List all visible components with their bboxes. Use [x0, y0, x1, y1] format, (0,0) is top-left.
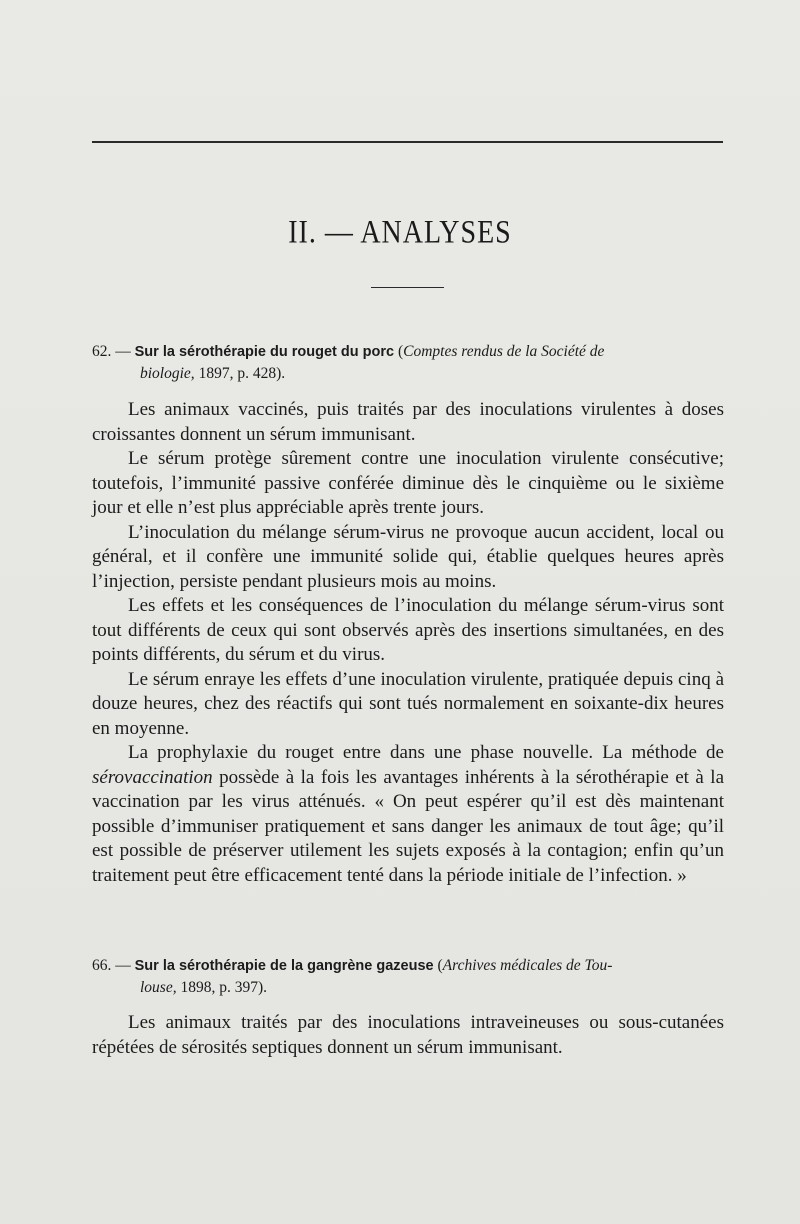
entry-62-paragraph-3: L’inoculation du mélange sérum-virus ne provoque aucun accident, local ou général, et il confère une immunité solide qui, établie quelques heures après l’injection, persiste pendant plusieurs mois au moins.	[92, 521, 724, 592]
entry-66-source-journal: Archives médicales de Tou-	[442, 957, 613, 974]
entry-62-paragraph-1: Les animaux vaccinés, puis traités par des inoculations virulentes à doses croissantes donnent un sérum immunisant.	[92, 399, 724, 445]
entry-62-paragraph-4: Les effets et les conséquences de l’inoculation du mélange sérum-virus sont tout différents de ceux qui sont observés après des insertions simultanées, en des points différents, du sérum et du virus.	[92, 595, 724, 665]
entry-66-title: Sur la sérothérapie de la gangrène gazeuse	[134, 958, 434, 974]
entry-62-body	[92, 398, 724, 888]
title-underline-rule	[371, 287, 444, 288]
entry-62-source-journal-end: biologie,	[140, 365, 195, 382]
entry-62-source-citation: 1897, p. 428).	[198, 365, 286, 382]
entry-62-heading	[92, 341, 724, 384]
entry-62-title: Sur la sérothérapie du rouget du porc	[134, 344, 395, 360]
header-rule	[92, 141, 723, 143]
entry-66-number: 66. —	[92, 957, 131, 974]
entry-66-source-citation: 1898, p. 397).	[180, 979, 268, 996]
entry-66-paragraph-1: Les animaux traités par des inoculations intraveineuses ou sous-cutanées répétées de sérosités septiques donnent un sérum immunisant.	[92, 1012, 724, 1058]
entry-62-paragraph-2: Le sérum protège sûrement contre une inoculation virulente consécutive; toutefois, l’immunité passive conférée diminue dès le cinquième ou le sixième jour et elle n’est plus appréciable après trente jours.	[92, 448, 724, 518]
entry-66-body	[92, 1011, 724, 1060]
entry-62-paragraph-6-emphasis: sérovaccination	[92, 766, 213, 788]
section-title: II. — ANALYSES	[288, 214, 512, 251]
entry-62-number: 62. —	[92, 343, 131, 360]
entry-62-source-journal: Comptes rendus de la Société de	[403, 343, 605, 360]
entry-66-heading	[92, 955, 724, 998]
entry-62-paragraph-6	[92, 741, 724, 888]
entry-62-source-open: (	[397, 343, 404, 360]
entry-62-paragraph-6-end: possède à la fois les avantages inhérents à la sérothérapie et à la vaccination par les virus atténués. « On peut espérer qu’il est dès maintenant possible d’immuniser pratiquement et sans danger les animaux de tout âge; qu’il est possible de préserver utilement les sujets exposés à la contagion; enfin qu’un traitement peut être efficacement tenté dans la période initiale de l’infection. »	[92, 766, 725, 886]
entry-62-paragraph-5: Le sérum enraye les effets d’une inoculation virulente, pratiquée depuis cinq à douze heures, chez des réactifs qui sont tués normalement en soixante-dix heures en moyenne.	[92, 668, 724, 739]
entry-62-paragraph-6-start: La prophylaxie du rouget entre dans une phase nouvelle. La méthode de	[128, 742, 724, 763]
entry-66-source-open: (	[437, 957, 443, 974]
entry-66-source-journal-end: louse,	[140, 979, 177, 996]
